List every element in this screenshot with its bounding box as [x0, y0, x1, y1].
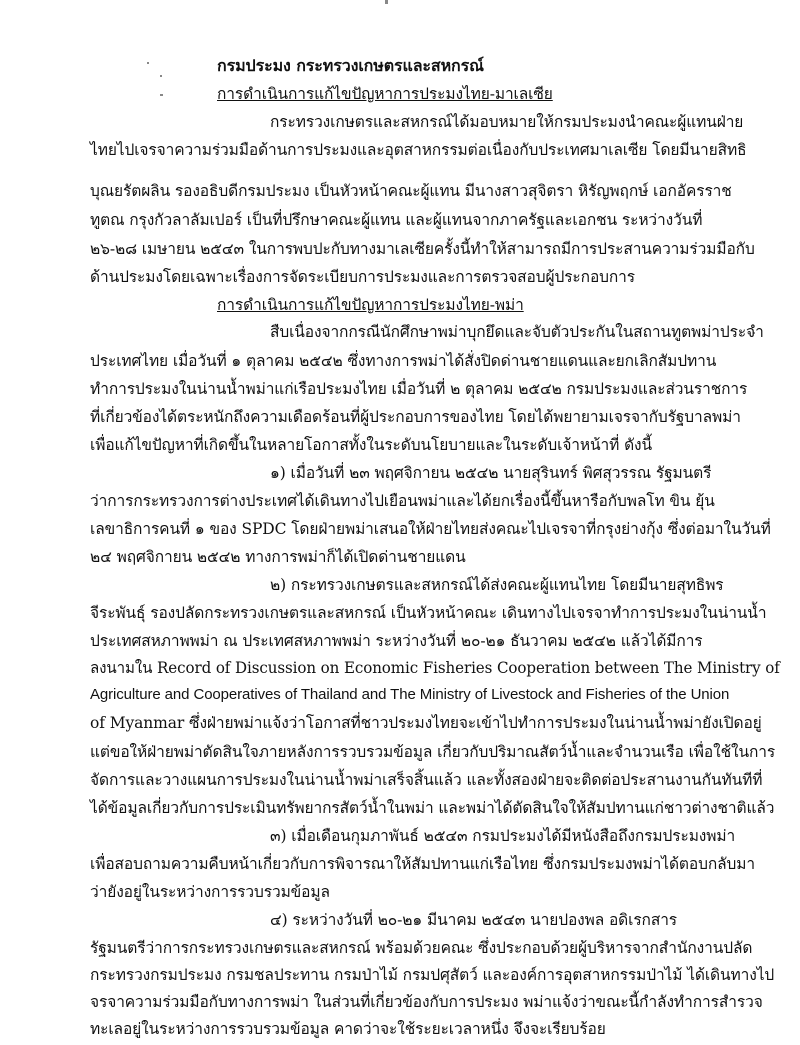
list-item-4-line: ๔) ระหว่างวันที่ ๒๐-๒๑ มีนาคม ๒๕๔๓ นายปองพล อดิเรกสาร — [270, 911, 678, 930]
list-item-2-line: ๒) กระทรวงเกษตรและสหกรณ์ได้ส่งคณะผู้แทนไทย โดยมีนายสุทธิพร — [270, 575, 724, 594]
paragraph-line: ๒๖-๒๘ เมษายน ๒๕๔๓ ในการพบปะกับทางมาเลเซียครั้งนี้ทำให้สามารถมีการประสานความร่วมมือกับ — [90, 240, 755, 259]
section2-heading: การดำเนินการแก้ไขปัญหาการประมงไทย-พม่า — [217, 296, 524, 315]
list-item-2-line: แต่ขอให้ฝ่ายพม่าตัดสินใจภายหลังการรวบรวมข้อมูล เกี่ยวกับปริมาณสัตว์น้ำและจำนวนเรือ เพื่อใช้ในการ — [90, 743, 776, 762]
list-item-1-line: ๒๔ พฤศจิกายน ๒๕๔๒ ทางการพม่าก็ได้เปิดด่านชายแดน — [90, 547, 466, 566]
scan-speck — [160, 75, 162, 77]
list-item-3-line: เพื่อสอบถามความคืบหน้าเกี่ยวกับการพิจารณาให้สัมปทานแก่เรือไทย ซึ่งกรมประมงพม่าได้ตอบกลับมา — [90, 855, 755, 874]
paragraph-line: ทำการประมงในน่านน้ำพม่าแก่เรือประมงไทย เมื่อวันที่ ๒ ตุลาคม ๒๕๔๒ กรมประมงและส่วนราชการ — [90, 379, 748, 398]
scan-speck — [385, 0, 388, 4]
list-item-2-line: ประเทศสหภาพพม่า ณ ประเทศสหภาพพม่า ระหว่างวันที่ ๒๐-๒๑ ธันวาคม ๒๕๔๒ แล้วได้มีการ — [90, 631, 703, 650]
list-item-2-line: ลงนามใน Record of Discussion on Economic Fisheries Cooperation between The Ministry of — [90, 658, 780, 677]
list-item-1-line: ๑) เมื่อวันที่ ๒๓ พฤศจิกายน ๒๕๔๒ นายสุรินทร์ พิศสุวรรณ รัฐมนตรี — [270, 463, 712, 482]
paragraph-line: กระทรวงเกษตรและสหกรณ์ได้มอบหมายให้กรมประมงนำคณะผู้แทนฝ่าย — [270, 112, 744, 131]
paragraph-line: ไทยไปเจรจาความร่วมมือด้านการประมงและอุตสาหกรรมต่อเนื่องกับประเทศมาเลเซีย โดยมีนายสิทธิ — [90, 140, 747, 159]
list-item-3-line: ๓) เมื่อเดือนกุมภาพันธ์ ๒๕๔๓ กรมประมงได้มีหนังสือถึงกรมประมงพม่า — [270, 827, 736, 846]
scan-speck — [147, 62, 149, 64]
list-item-4-line: ทะเลอยู่ในระหว่างการรวบรวมข้อมูล คาดว่าจะใช้ระยะเวลาหนึ่ง จึงจะเรียบร้อย — [90, 1020, 606, 1038]
paragraph-line: สืบเนื่องจากกรณีนักศึกษาพม่าบุกยึดและจับตัวประกันในสถานทูตพม่าประจำ — [270, 323, 764, 342]
list-item-2-line: Agriculture and Cooperatives of Thailand and The Ministry of Livestock and Fisheries of the Union — [90, 686, 730, 704]
paragraph-line: ที่เกี่ยวข้องได้ตระหนักถึงความเดือดร้อนที่ผู้ประกอบการของไทย โดยได้พยายามเจรจากับรัฐบาลพม่า — [90, 407, 741, 426]
section1-heading: การดำเนินการแก้ไขปัญหาการประมงไทย-มาเลเซีย — [217, 84, 553, 103]
list-item-2-line: จีระพันธุ์ รองปลัดกระทรวงเกษตรและสหกรณ์ เป็นหัวหน้าคณะ เดินทางไปเจรจาทำการประมงในน่านน้ำ — [90, 603, 767, 622]
paragraph-line: ด้านประมงโดยเฉพาะเรื่องการจัดระเบียบการประมงและการตรวจสอบผู้ประกอบการ — [90, 268, 636, 287]
list-item-2-line: จัดการและวางแผนการประมงในน่านน้ำพม่าเสร็จสิ้นแล้ว และทั้งสองฝ่ายจะติดต่อประสานงานกันทันทีที่ — [90, 771, 763, 790]
scan-speck — [160, 94, 163, 96]
paragraph-line: ประเทศไทย เมื่อวันที่ ๑ ตุลาคม ๒๕๔๒ ซึ่งทางการพม่าได้สั่งปิดด่านชายแดนและยกเลิกสัมปทาน — [90, 351, 717, 370]
list-item-4-line: รัฐมนตรีว่าการกระทรวงเกษตรและสหกรณ์ พร้อมด้วยคณะ ซึ่งประกอบด้วยผู้บริหารจากสำนักงานปลัด — [90, 939, 753, 958]
paragraph-line: บุณยรัตผลิน รองอธิบดีกรมประมง เป็นหัวหน้าคณะผู้แทน มีนางสาวสุจิตรา หิรัญพฤกษ์ เอกอัครราช — [90, 182, 732, 201]
page-title: กรมประมง กระทรวงเกษตรและสหกรณ์ — [217, 56, 484, 75]
list-item-2-line: ได้ข้อมูลเกี่ยวกับการประเมินทรัพยากรสัตว์น้ำในพม่า และพม่าได้ตัดสินใจให้สัมปทานแก่ชาวต่างชาติแล้ว — [90, 799, 775, 818]
list-item-2-line: of Myanmar ซึ่งฝ่ายพม่าแจ้งว่าโอกาสที่ชาวประมงไทยจะเข้าไปทำการประมงในน่านน้ำพม่ายังเปิดอยู่ — [90, 714, 762, 733]
list-item-1-line: เลขาธิการคนที่ ๑ ของ SPDC โดยฝ่ายพม่าเสนอให้ฝ่ายไทยส่งคณะไปเจรจาที่กรุงย่างกุ้ง ซึ่งต่อมาในวันที่ — [90, 519, 771, 538]
list-item-3-line: ว่ายังอยู่ในระหว่างการรวบรวมข้อมูล — [90, 883, 330, 902]
paragraph-line: ทูตณ กรุงกัวลาลัมเปอร์ เป็นที่ปรึกษาคณะผู้แทน และผู้แทนจากภาครัฐและเอกชน ระหว่างวันที่ — [90, 211, 703, 230]
paragraph-line: เพื่อแก้ไขปัญหาที่เกิดขึ้นในหลายโอกาสทั้งในระดับนโยบายและในระดับเจ้าหน้าที่ ดังนี้ — [90, 435, 653, 454]
list-item-4-line: จรจาความร่วมมือกับทางการพม่า ในส่วนที่เกี่ยวข้องกับการประมง พม่าแจ้งว่าขณะนี้กำลังทำการสำรวจ — [90, 993, 763, 1011]
list-item-1-line: ว่าการกระทรวงการต่างประเทศได้เดินทางไปเยือนพม่าและได้ยกเรื่องนี้ขึ้นหารือกับพลโท ขิน ยุ้น — [90, 491, 715, 510]
list-item-4-line: กระทรวงกรมประมง กรมชลประทาน กรมป่าไม้ กรมปศุสัตว์ และองค์การอุตสาหกรรมป่าไม้ ได้เดินทางไป — [90, 966, 775, 985]
